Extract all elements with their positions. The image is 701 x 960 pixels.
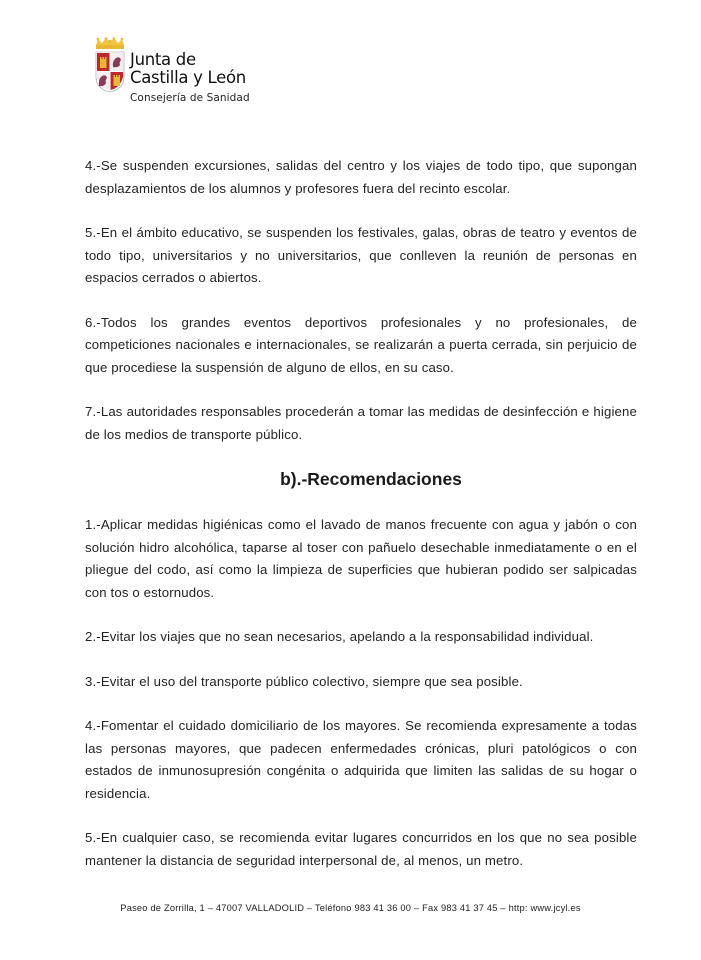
- crown-icon: [96, 37, 124, 49]
- measure-item-7: 7.-Las autoridades responsables procederán a tomar las medidas de desinfección e higiene de los medios de transporte público.: [85, 404, 637, 442]
- org-name-line2: Castilla y León: [130, 68, 246, 87]
- org-name-line1: Junta de: [130, 50, 196, 69]
- organization-name: [130, 51, 246, 87]
- page-footer: Paseo de Zorrilla, 1 – 47007 VALLADOLID – Teléfono 983 41 36 00 – Fax 983 41 37 45 – http: www.jcyl.es: [120, 903, 581, 913]
- measure-item-6: 6.-Todos los grandes eventos deportivos profesionales y no profesionales, de competiciones nacionales e internacionales, se realizarán a puerta cerrada, sin perjuicio de que procediese la suspensión de alguno de ellos, en su caso.: [85, 314, 637, 375]
- recommendation-item-2: 2.-Evitar los viajes que no sean necesarios, apelando a la responsabilidad individual.: [85, 629, 594, 644]
- measure-item-4: 4.-Se suspenden excursiones, salidas del centro y los viajes de todo tipo, que supongan desplazamientos de los alumnos y profesores fuera del recinto escolar.: [85, 158, 637, 196]
- measure-item-5: 5.-En el ámbito educativo, se suspenden los festivales, galas, obras de teatro y eventos de todo tipo, universitarios y no universitarios, que conlleven la reunión de personas en espacios cerrados o abiertos.: [85, 225, 637, 285]
- recommendation-item-1: 1.-Aplicar medidas higiénicas como el lavado de manos frecuente con agua y jabón o con solución hidro alcohólica, taparse al toser con pañuelo desechable inmediatamente o en el pliegue del codo, así como la limpieza de superficies que hubieran podido ser salpicadas con tos o estornudos.: [85, 517, 637, 600]
- document-body: [85, 155, 637, 894]
- recommendation-item-3: 3.-Evitar el uso del transporte público colectivo, siempre que sea posible.: [85, 673, 523, 689]
- department-name: Consejería de Sanidad: [130, 92, 250, 104]
- recommendation-item-5: 5.-En cualquier caso, se recomienda evitar lugares concurridos en los que no sea posible mantener la distancia de seguridad interpersonal de, al menos, un metro.: [85, 830, 637, 868]
- coat-of-arms-icon: [93, 37, 127, 93]
- section-title-recommendations: b).-Recomendaciones: [280, 469, 462, 489]
- recommendation-item-4: 4.-Fomentar el cuidado domiciliario de los mayores. Se recomienda expresamente a todas las personas mayores, que padecen enfermedades crónicas, pluri patológicos o con estados de inmunosupresión congénita o adquirida que limiten las salidas de su hogar o residencia.: [85, 718, 637, 801]
